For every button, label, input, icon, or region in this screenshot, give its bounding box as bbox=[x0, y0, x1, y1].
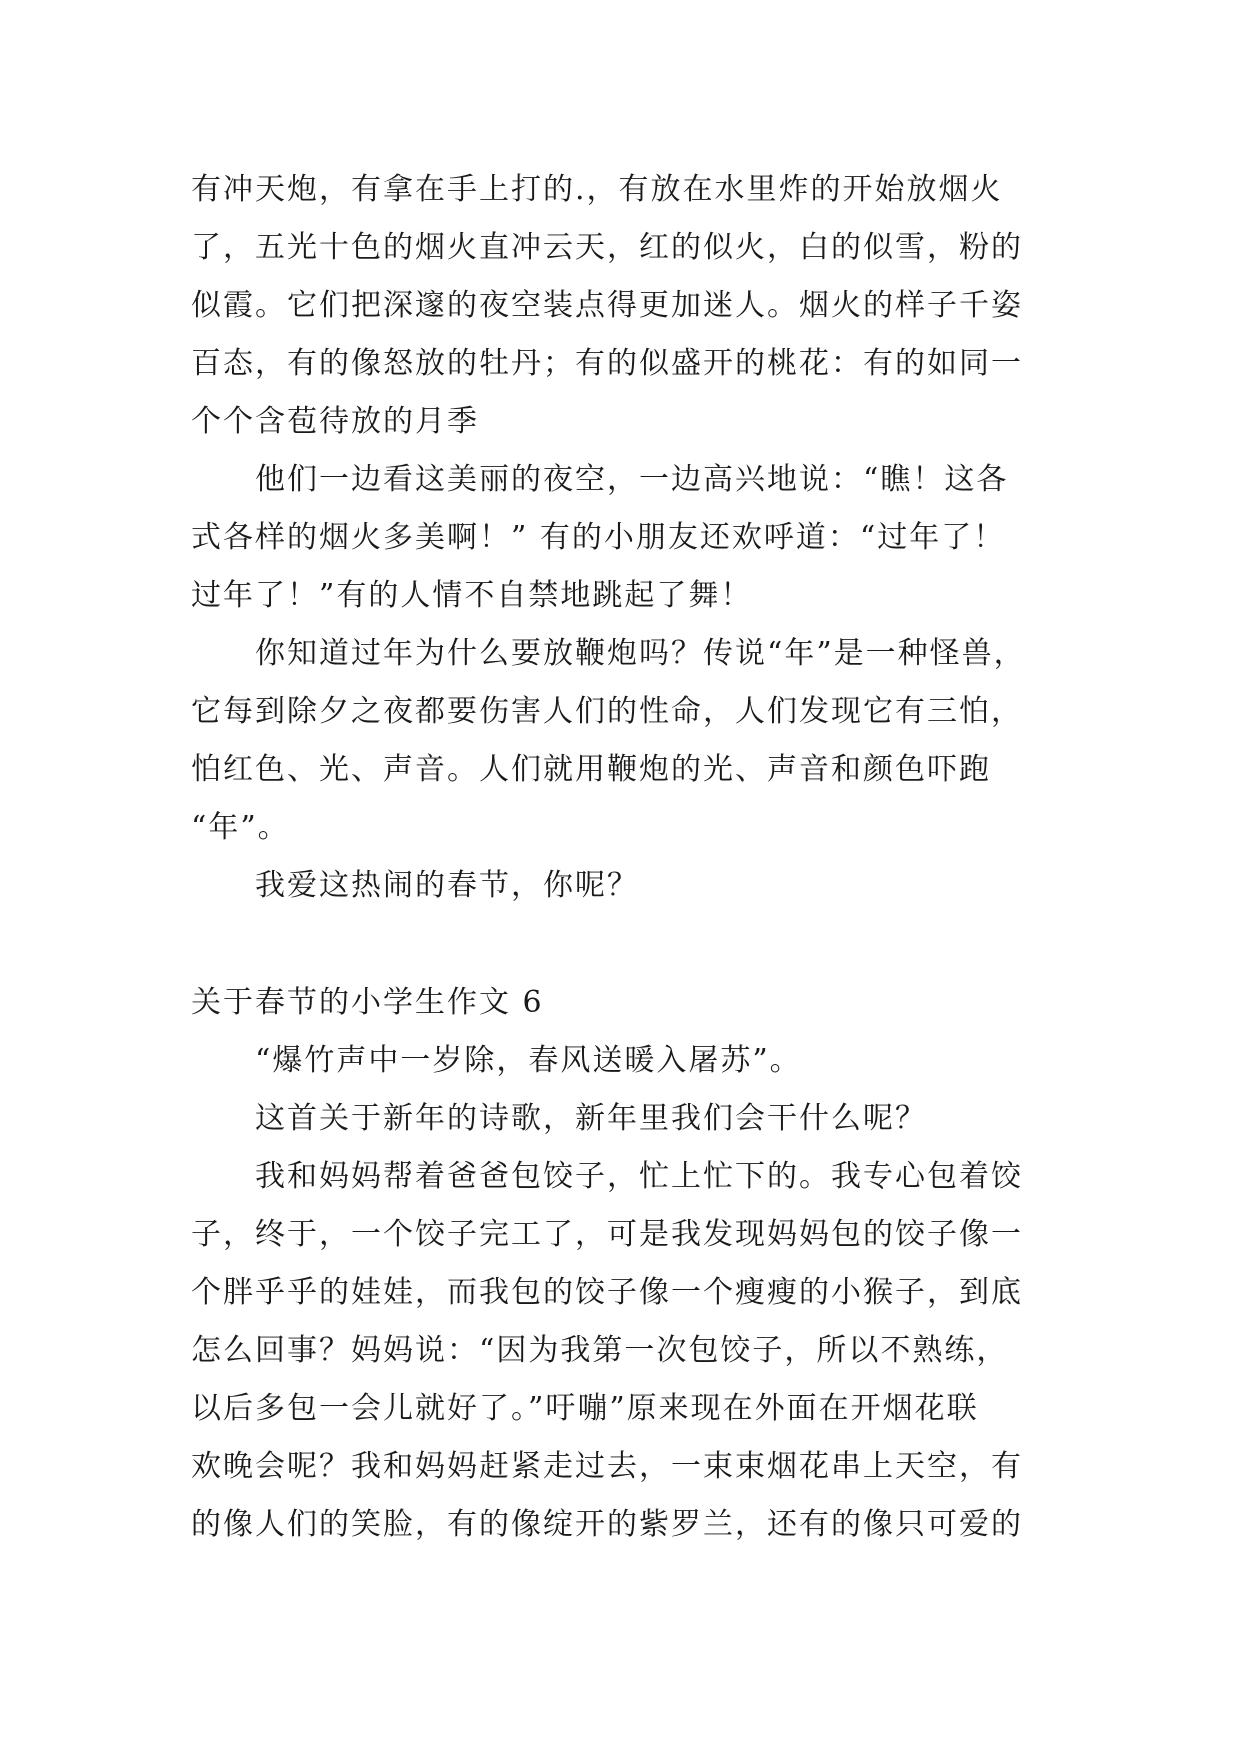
section-title: 关于春节的小学生作文 6 bbox=[191, 985, 544, 1020]
text-line: 我和妈妈帮着爸爸包饺子，忙上忙下的。我专心包着饺 bbox=[255, 1159, 1023, 1194]
text-line: 了，五光十色的烟火直冲云天，红的似火，白的似雪，粉的 bbox=[191, 230, 1023, 265]
text-line: 的像人们的笑脸，有的像绽开的紫罗兰，还有的像只可爱的 bbox=[191, 1507, 1023, 1542]
text-line: 有冲天炮，有拿在手上打的.，有放在水里炸的开始放烟火 bbox=[191, 172, 1003, 207]
text-line: 个个含苞待放的月季 bbox=[191, 404, 479, 439]
essay-section-6 bbox=[191, 974, 1071, 1554]
essay-continued-section bbox=[191, 161, 1071, 915]
text-line: 这首关于新年的诗歌，新年里我们会干什么呢？ bbox=[255, 1101, 927, 1136]
text-line: 我爱这热闹的春节，你呢？ bbox=[255, 868, 639, 903]
text-line: 式各样的烟火多美啊！” 有的小朋友还欢呼道：“过年了！ bbox=[191, 520, 1006, 555]
text-line: 你知道过年为什么要放鞭炮吗？传说“年”是一种怪兽， bbox=[255, 636, 1026, 671]
text-line: 百态，有的像怒放的牡丹；有的似盛开的桃花：有的如同一 bbox=[191, 346, 1023, 381]
text-line: “年”。 bbox=[191, 810, 290, 845]
text-line: 过年了！”有的人情不自禁地跳起了舞！ bbox=[191, 578, 753, 613]
text-line: 以后多包一会儿就好了。”吁嘣”原来现在外面在开烟花联 bbox=[191, 1391, 979, 1426]
text-line: 子，终于，一个饺子完工了，可是我发现妈妈包的饺子像一 bbox=[191, 1217, 1023, 1252]
text-line: “爆竹声中一岁除，春风送暖入屠苏”。 bbox=[255, 1043, 802, 1078]
text-line: 欢晚会呢？我和妈妈赶紧走过去，一束束烟花串上天空，有 bbox=[191, 1449, 1023, 1484]
text-line: 怎么回事？妈妈说：“因为我第一次包饺子，所以不熟练， bbox=[191, 1333, 1009, 1368]
text-line: 怕红色、光、声音。人们就用鞭炮的光、声音和颜色吓跑 bbox=[191, 752, 991, 787]
text-line: 个胖乎乎的娃娃，而我包的饺子像一个瘦瘦的小猴子，到底 bbox=[191, 1275, 1023, 1310]
text-line: 它每到除夕之夜都要伤害人们的性命，人们发现它有三怕， bbox=[191, 694, 1023, 729]
text-line: 他们一边看这美丽的夜空，一边高兴地说：“瞧！这各 bbox=[255, 462, 1009, 497]
text-line: 似霞。它们把深邃的夜空装点得更加迷人。烟火的样子千姿 bbox=[191, 288, 1023, 323]
